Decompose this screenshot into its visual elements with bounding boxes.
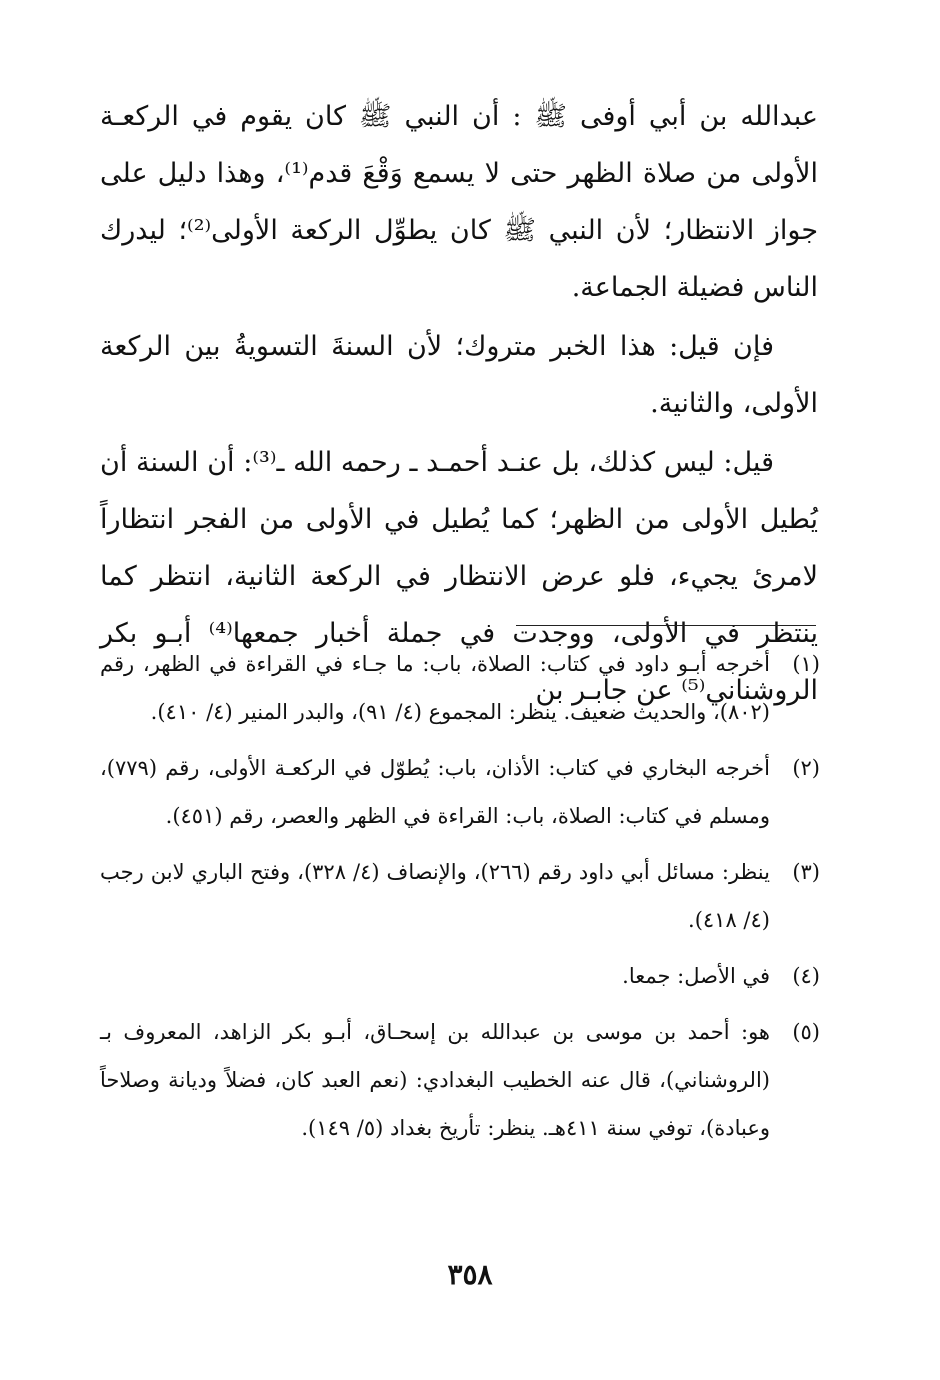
footnote-number: (١) bbox=[792, 652, 820, 676]
footnote-3 bbox=[100, 848, 820, 944]
footnote-4 bbox=[100, 952, 820, 1000]
footnote-text: هو: أحمد بن موسى بن عبدالله بن إسحـاق، أبـو بكر الزاهد، المعروف بـ (الروشناني)، قال عنه الخطيب البغدادي: (نعم العبد كان، فضلاً وديانة وصلاحاً وعبادة)، توفي سنة ٤١١هـ. ينظر: تأريخ بغداد (٥/ ١٤٩). bbox=[100, 1020, 770, 1140]
footnotes bbox=[100, 640, 820, 1160]
footnote-number: (٢) bbox=[792, 756, 820, 780]
footnote-number: (٤) bbox=[792, 964, 820, 988]
footnote-2 bbox=[100, 744, 820, 840]
footnote-text: في الأصل: جمعا. bbox=[622, 964, 770, 988]
footnote-text: أخرجه أبـو داود في كتاب: الصلاة، باب: ما جـاء في القراءة في الظهر، رقم (٨٠٢)، والحديث ضعيف. ينظر: المجموع (٤/ ٩١)، والبدر المنير (٤/ ٤١٠). bbox=[100, 652, 770, 724]
paragraph-2: فإن قيل: هذا الخبر متروك؛ لأن السنةَ التسويةُ بين الركعة الأولى، والثانية. bbox=[100, 331, 818, 419]
footnote-text: أخرجه البخاري في كتاب: الأذان، باب: يُطوّل في الركعـة الأولى، رقم (٧٧٩)، ومسلم في كتاب: الصلاة، باب: القراءة في الظهر والعصر، رقم (٤٥١). bbox=[100, 756, 770, 828]
footnote-number: (٥) bbox=[792, 1020, 820, 1044]
footnote-number: (٣) bbox=[792, 860, 820, 884]
paragraph-3: قيل: ليس كذلك، بل عنـد أحمـد ـ رحمه الله ـ⁽³⁾: أن السنة أن يُطيل الأولى من الظهر؛ كما يُطيل في الأولى من الفجر انتظاراً لامرئ يجيء، فلو عرض الانتظار في الركعة الثانية، انتظر كما ينتظر في الأولى، ووجدت في جملة أخبار جمعها⁽⁴⁾ أبـو بكر الروشناني⁽⁵⁾ عن جابـر بن bbox=[100, 447, 818, 706]
footnote-5 bbox=[100, 1008, 820, 1152]
footnote-1 bbox=[100, 640, 820, 736]
page-number: ٣٥٨ bbox=[447, 1258, 493, 1291]
paragraph-1: عبدالله بن أبي أوفى ﷺ : أن النبي ﷺ كان يقوم في الركعـة الأولى من صلاة الظهر حتى لا يسمع وَقْعَ قدم⁽¹⁾، وهذا دليل على جواز الانتظار؛ لأن النبي ﷺ كان يطوِّل الركعة الأولى⁽²⁾؛ ليدرك الناس فضيلة الجماعة. bbox=[100, 101, 819, 303]
footnote-text: ينظر: مسائل أبي داود رقم (٢٦٦)، والإنصاف (٤/ ٣٢٨)، وفتح الباري لابن رجب (٤/ ٤١٨). bbox=[100, 860, 770, 932]
footnote-separator bbox=[516, 625, 816, 626]
